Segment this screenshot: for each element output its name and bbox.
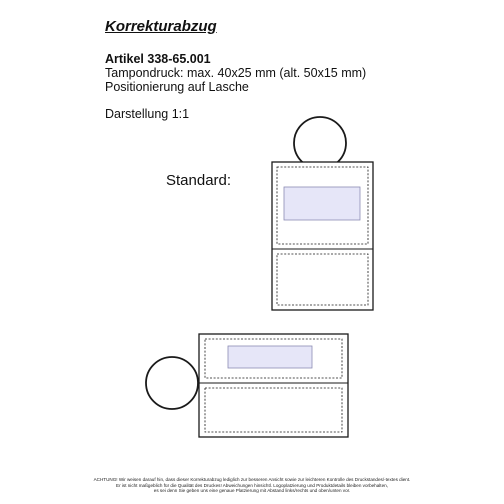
proof-heading: Korrekturabzug [105, 18, 217, 35]
disclaimer-line: ACHTUNG! Wir weisen darauf hin, dass dieser Korrekturabzug lediglich zur besseren Ansicht sowie zur leichteren Kontrolle des Druckstandes/-textes dient. [93, 477, 411, 482]
print-area-upright [284, 187, 360, 220]
print-area-rotated [228, 346, 312, 368]
scale-note: Darstellung 1:1 [105, 107, 190, 121]
pouch-rotated [146, 334, 348, 437]
print-position: Positionierung auf Lasche [105, 80, 249, 94]
disclaimer-line: es sei denn Sie geben uns eine genaue Platzierung mit Abstand links/rechts und oben/unten vor. [153, 488, 351, 494]
standard-label: Standard: [166, 172, 232, 189]
disclaimer-note [40, 477, 464, 494]
disclaimer-line: Er ist nicht maßgeblich für die Qualität des Druckes! Abweichungen hinsichtl. Logoplatzierung und Produktdetails bleiben vorbehalten, [116, 482, 388, 488]
article-number: Artikel 338-65.001 [105, 52, 211, 66]
pouch-upright [272, 117, 373, 310]
pouch-body-upright [272, 162, 373, 310]
key-ring-rotated [146, 357, 198, 409]
print-specification: Tampondruck: max. 40x25 mm (alt. 50x15 mm) [105, 66, 367, 80]
key-ring-upright [294, 117, 346, 169]
